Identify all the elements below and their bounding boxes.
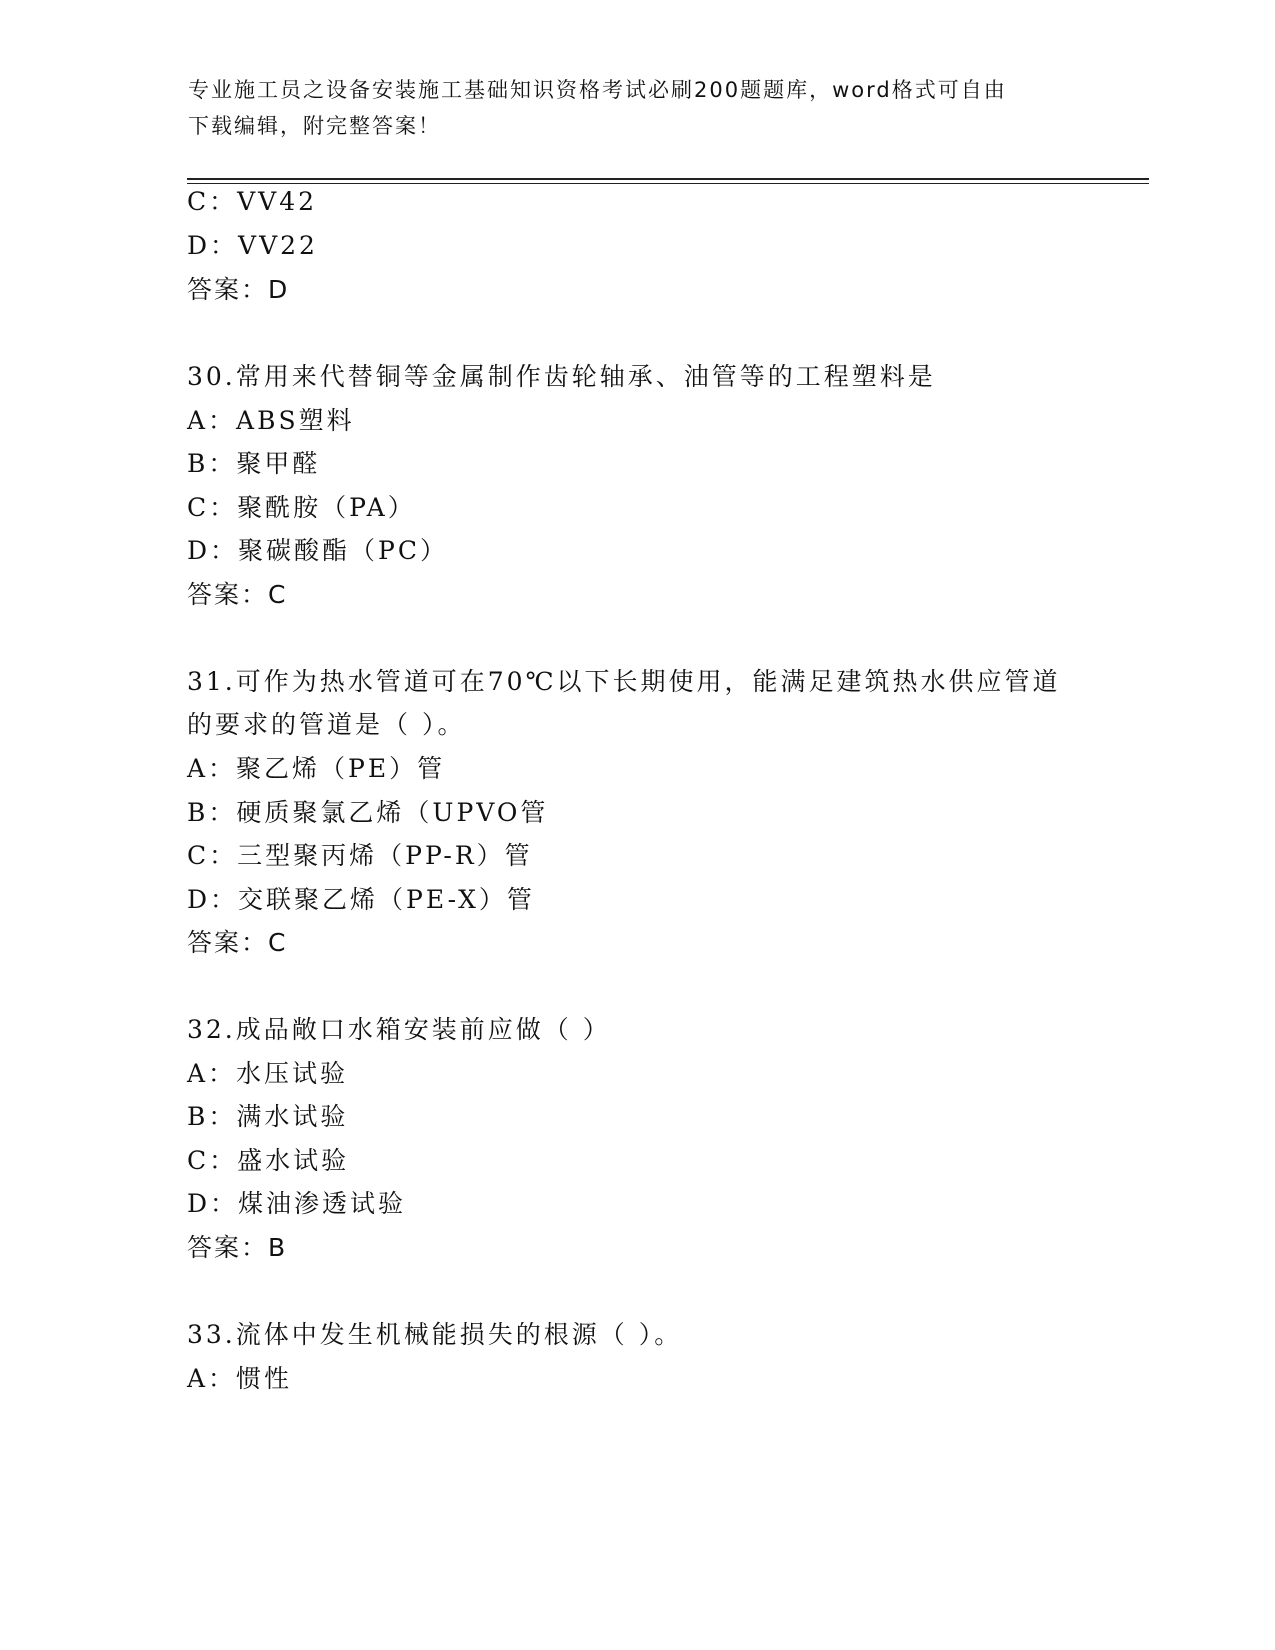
q32-question: 32.成品敞口水箱安装前应做（ ） bbox=[187, 1015, 611, 1044]
header-divider-thick bbox=[187, 178, 1149, 180]
q30-question: 30.常用来代替铜等金属制作齿轮轴承、油管等的工程塑料是 bbox=[187, 362, 936, 391]
q30-option-b: B：聚甲醛 bbox=[187, 449, 321, 478]
header-line-2: 下载编辑，附完整答案！ bbox=[188, 114, 441, 138]
q32-option-d: D：煤油渗透试验 bbox=[187, 1189, 407, 1218]
q29-option-d: D：VV22 bbox=[187, 231, 318, 260]
q32-option-a: A：水压试验 bbox=[187, 1059, 349, 1088]
q30-option-d: D：聚碳酸酯（PC） bbox=[187, 536, 448, 565]
q31-option-a: A：聚乙烯（PE）管 bbox=[187, 754, 446, 783]
q33-question: 33.流体中发生机械能损失的根源（ ）。 bbox=[187, 1320, 683, 1349]
q31-option-b: B：硬质聚氯乙烯（UPVO管 bbox=[187, 798, 549, 827]
q30-answer: 答案：C bbox=[187, 580, 288, 609]
q31-question-line-1: 31.可作为热水管道可在70℃以下长期使用，能满足建筑热水供应管道 bbox=[187, 667, 1061, 696]
q33-option-a: A：惯性 bbox=[187, 1364, 293, 1393]
q30-option-c: C：聚酰胺（PA） bbox=[187, 493, 416, 522]
q29-option-c: C：VV42 bbox=[187, 187, 318, 216]
q30-option-a: A：ABS塑料 bbox=[187, 406, 355, 435]
q32-option-c: C：盛水试验 bbox=[187, 1146, 350, 1175]
header-line-1: 专业施工员之设备安装施工基础知识资格考试必刷200题题库，word格式可自由 bbox=[188, 78, 1007, 102]
q31-answer: 答案：C bbox=[187, 928, 288, 957]
q32-option-b: B：满水试验 bbox=[187, 1102, 349, 1131]
document-header bbox=[188, 72, 1088, 144]
q31-question-line-2: 的要求的管道是（ ）。 bbox=[187, 710, 466, 739]
q32-answer: 答案：B bbox=[187, 1233, 288, 1262]
q31-option-d: D：交联聚乙烯（PE-X）管 bbox=[187, 885, 535, 914]
header-divider-thin bbox=[187, 183, 1149, 184]
q29-answer: 答案：D bbox=[187, 275, 290, 304]
q31-option-c: C：三型聚丙烯（PP-R）管 bbox=[187, 841, 533, 870]
